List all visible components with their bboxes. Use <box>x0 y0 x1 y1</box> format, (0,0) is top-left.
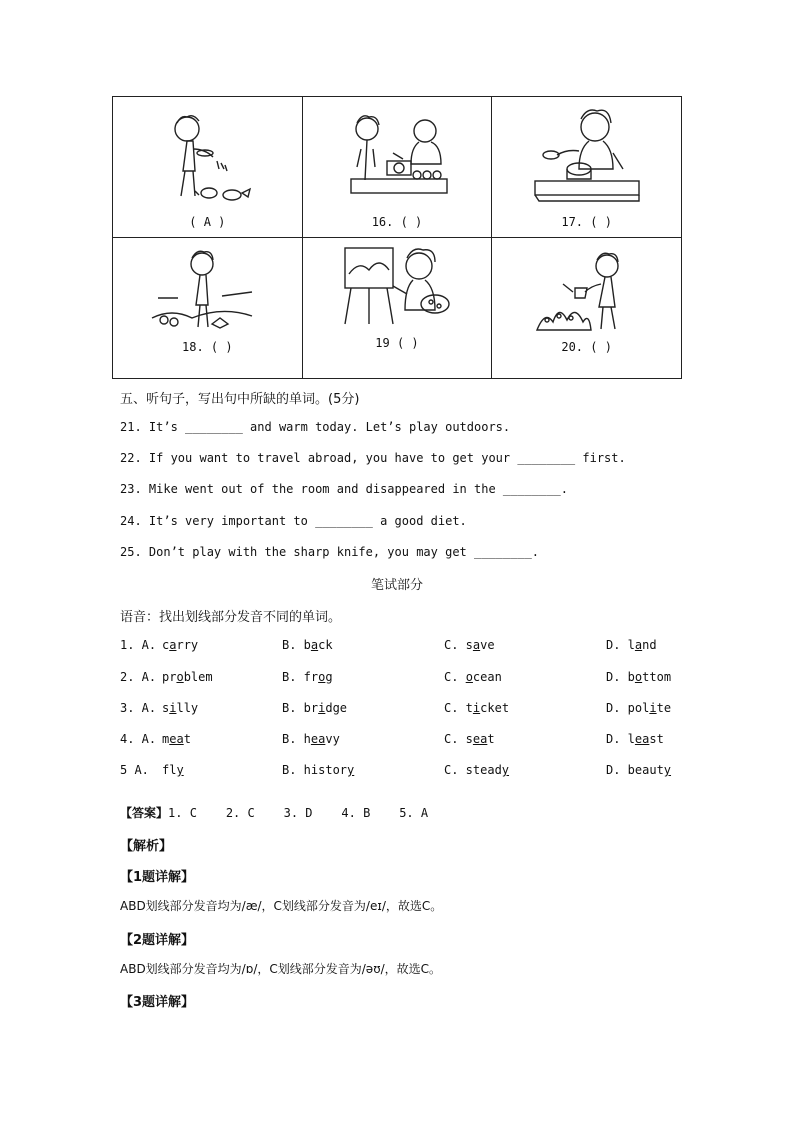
girl-painting-image <box>337 244 457 336</box>
sentence-22: 22. If you want to travel abroad, you have to get your ________ first. <box>120 451 626 465</box>
option-d: D. polite <box>606 701 672 715</box>
sentence-21: 21. It’s ________ and warm today. Let’s play outdoors. <box>120 420 511 434</box>
option-a: fly <box>162 763 184 777</box>
picture-cell-17 <box>492 97 682 238</box>
written-part-title: 笔试部分 <box>370 578 423 593</box>
picture-caption-16: 16. ( ) <box>371 215 423 229</box>
picture-cell-20 <box>492 238 682 379</box>
sentence-23: 23. Mike went out of the room and disappeared in the ________. <box>120 482 568 496</box>
sentence-24: 24. It’s very important to ________ a good diet. <box>120 514 467 528</box>
option-b: B. history <box>282 763 355 777</box>
picture-cell-a <box>113 97 303 238</box>
option-a: silly <box>162 701 199 715</box>
shopping-scale-image <box>337 109 457 209</box>
picture-caption-19: 19 ( ) <box>375 336 419 350</box>
option-d: D. land <box>606 638 657 652</box>
detail-1-text: ABD划线部分发音均为/æ/，C划线部分发音为/eɪ/，故选C。 <box>120 899 443 913</box>
question-number: 4. A. <box>120 732 157 746</box>
option-b: B. bridge <box>282 701 348 715</box>
option-b: B. heavy <box>282 732 340 746</box>
sentence-25: 25. Don’t play with the sharp knife, you may get ________. <box>120 545 540 559</box>
option-b: B. frog <box>282 670 333 684</box>
option-d: D. beauty <box>606 763 672 777</box>
option-a: meat <box>162 732 191 746</box>
option-a: problem <box>162 670 213 684</box>
picture-caption-17: 17. ( ) <box>561 215 612 229</box>
option-c: C. save <box>444 638 495 652</box>
picture-table <box>112 96 682 379</box>
answer-label: 【答案】 <box>120 806 169 820</box>
cooking-woman-image <box>527 109 647 209</box>
option-d: D. least <box>606 732 664 746</box>
question-number: 3. A. <box>120 701 157 715</box>
option-c: C. ocean <box>444 670 502 684</box>
option-d: D. bottom <box>606 670 672 684</box>
question-number: 2. A. <box>120 670 157 684</box>
option-a: carry <box>162 638 199 652</box>
picture-caption-a: ( A ) <box>189 215 226 229</box>
girl-watering-flowers-image <box>527 250 647 345</box>
picture-caption-20: 20. ( ) <box>561 340 612 354</box>
picture-cell-16 <box>302 97 492 238</box>
analysis-label: 【解析】 <box>120 839 173 854</box>
question-number: 5 A. <box>120 763 149 777</box>
detail-2-text: ABD划线部分发音均为/ɒ/，C划线部分发音为/əʊ/，故选C。 <box>120 962 442 976</box>
picture-cell-18 <box>113 238 303 379</box>
section5-heading: 五、听句子，写出句中所缺的单词。(5分) <box>120 392 360 407</box>
picture-caption-18: 18. ( ) <box>182 340 233 354</box>
option-c: C. steady <box>444 763 510 777</box>
picture-cell-19 <box>302 238 492 379</box>
girl-picking-flowers-image <box>142 248 272 343</box>
woman-feeding-chickens-image <box>147 109 267 209</box>
detail-3-label: 【3题详解】 <box>120 995 195 1010</box>
option-c: C. seat <box>444 732 495 746</box>
detail-2-label: 【2题详解】 <box>120 933 195 948</box>
detail-1-label: 【1题详解】 <box>120 870 195 885</box>
answer-line <box>120 804 428 821</box>
option-b: B. back <box>282 638 333 652</box>
question-number: 1. A. <box>120 638 157 652</box>
option-c: C. ticket <box>444 701 510 715</box>
answer-text: 1. C 2. C 3. D 4. B 5. A <box>168 806 429 820</box>
phonetics-instruction: 语音：找出划线部分发音不同的单词。 <box>120 610 342 625</box>
